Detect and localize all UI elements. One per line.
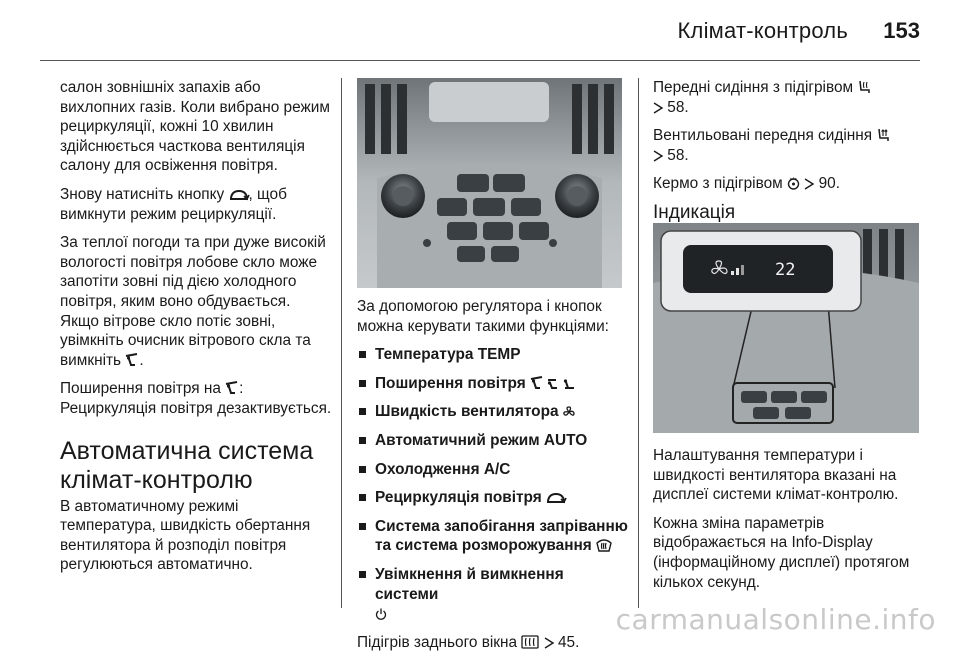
recirculation-icon [229,189,249,201]
column-3-lower [653,446,923,601]
paragraph: Передні сидіння з підігрівом 58. [653,78,923,117]
temperature-readout: 22 [775,260,796,280]
function-list [357,345,629,624]
rear-window-heating-icon [521,635,539,649]
page-reference-icon [653,150,663,162]
windscreen-air-icon [225,381,239,395]
heated-seat-icon [857,80,871,94]
windscreen-air-icon [125,353,139,367]
list-item: Поширення повітря [357,374,629,394]
page-header [0,0,960,62]
list-item: Рециркуляція повітря [357,488,629,508]
watermark: carmanualsonline.info [615,603,936,636]
list-item: Автоматичний режим AUTO [357,431,629,451]
paragraph: Підігрів заднього вікна 45. [357,633,580,651]
climate-display-photo [653,223,919,433]
paragraph: салон зовнішніх запахів або вихлопних газів. Коли вибрано режим рециркуляції, кожні 10 хвилин здійснюється часткова вентиляція салону для освіження повітря. [60,79,330,175]
paragraph: Знову натисніть кнопку , щоб вимкнути режим рециркуляції. [60,185,287,223]
column-divider [341,78,342,608]
page-number: 153 [883,18,920,43]
power-icon [375,608,387,620]
list-item: Увімкнення й вимкнення системи [357,565,629,624]
heated-steering-wheel-icon [787,177,800,190]
header-divider [40,60,920,61]
paragraph: Кермо з підігрівом 90. [653,175,840,193]
section-heading: Автоматична система клімат-контролю [60,436,314,494]
paragraph: За теплої погоди та при дуже високій вологості повітря лобове скло може запотіти зовні під дією холодного повітря, яким воно обдувається. Якщо вітрове скло потіє зовні, увімкніть очисник вітрового скла та вимкніть . [60,234,326,369]
column-1 [60,78,332,584]
page-reference-icon [804,178,814,190]
list-item: Система запобігання запріванню та система розморожування [357,517,629,556]
paragraph: Вентильовані передня сидіння 58. [653,126,923,165]
paragraph: За допомогою регулятора і кнопок можна керувати такими функціями: [357,298,609,335]
section-heading: Індикація [653,201,736,223]
recirculation-icon [546,492,566,504]
defrost-icon [596,538,612,552]
paragraph: В автоматичному режимі температура, швидкість обертання вентилятора й розподіл повітря регулюються автоматично. [60,497,311,574]
paragraph: Кожна зміна параметрів відображається на Info-Display (інформаційному дисплеї) протягом кількох секунд. [653,514,910,591]
list-item: Температура TEMP [357,345,629,365]
list-item: Охолодження A/C [357,460,629,480]
page-reference-icon [653,102,663,114]
column-2 [357,297,629,661]
column-3 [653,78,923,233]
page-reference-icon [544,637,554,649]
climate-panel-photo [357,78,622,288]
column-divider [638,78,639,608]
paragraph: Налаштування температури і швидкості вентилятора вказані на дисплеї системи клімат-контролю. [653,447,899,504]
list-item: Швидкість вентилятора [357,402,629,422]
air-distribution-icons [530,376,576,390]
paragraph: Поширення повітря на : Рециркуляція повітря дезактивується. [60,380,332,417]
chapter-title: Клімат-контроль [677,18,848,43]
ventilated-seat-icon [876,128,890,142]
fan-icon [563,406,575,418]
